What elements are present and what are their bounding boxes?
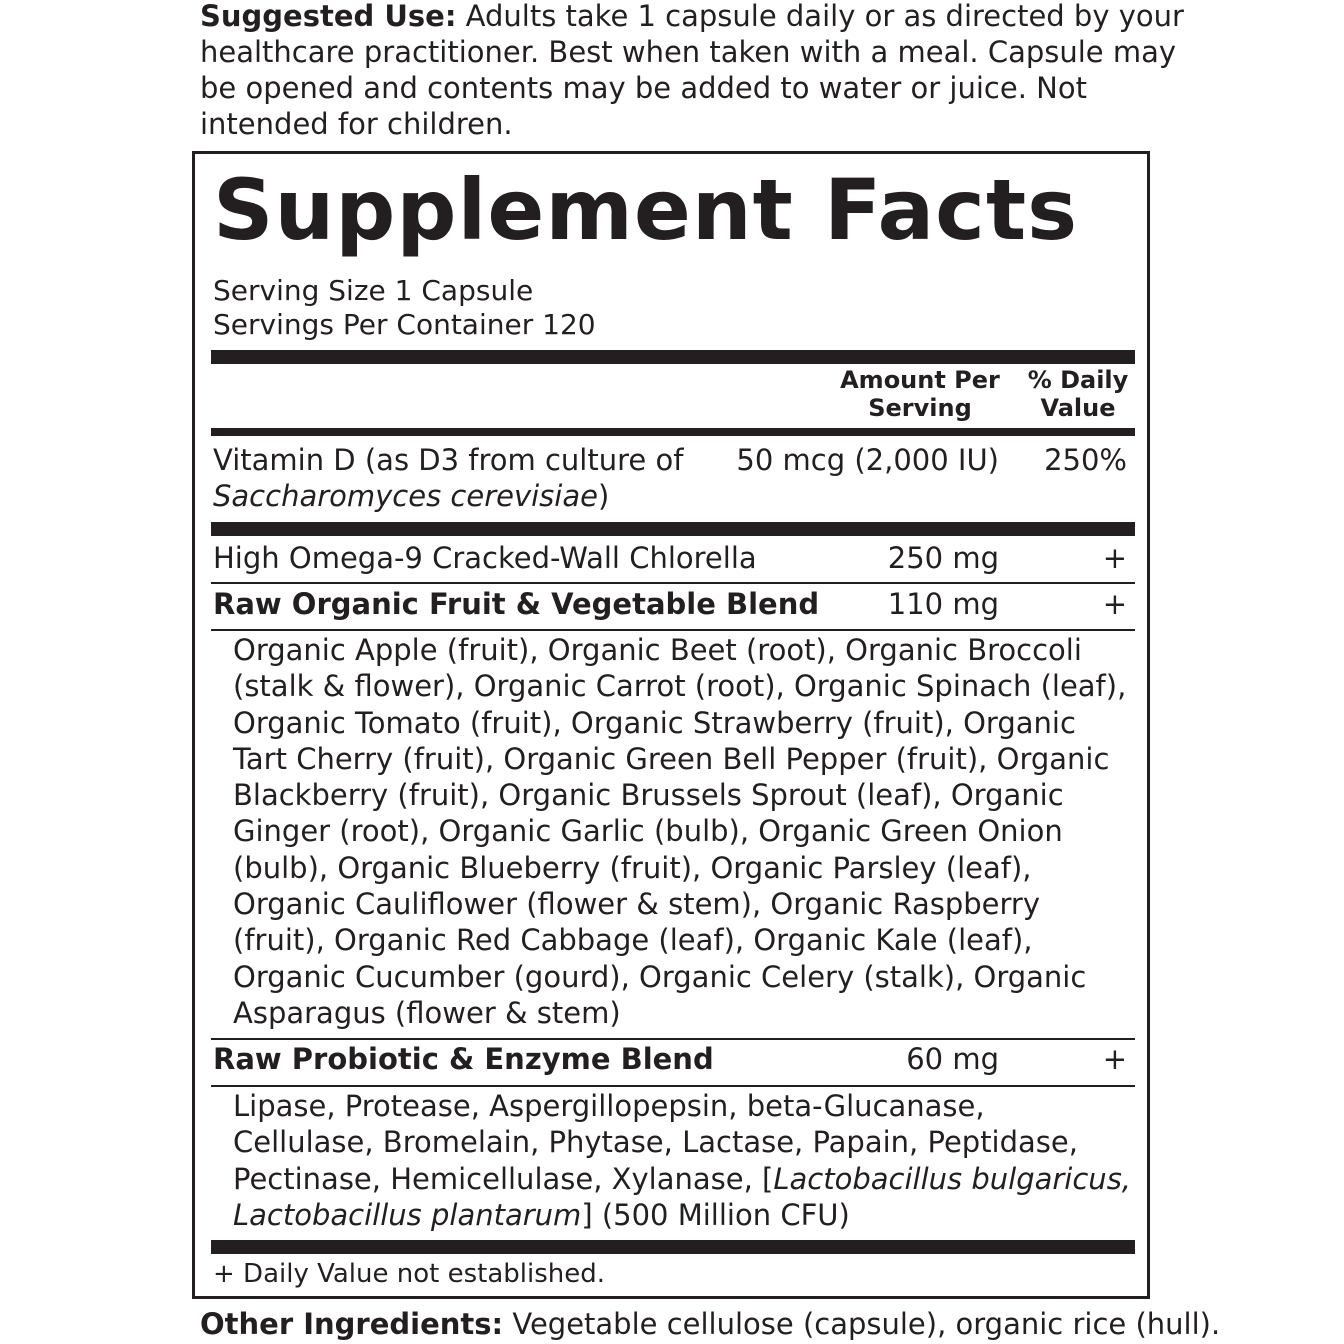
probiotic-ingredients-plain: Lipase, Protease, Aspergillopepsin, beta-Glucanase, Cellulase, Bromelain, Phytase, Lactase, Papain, Peptidase, Pectinase, Hemicellulase, Xylanase, [ (233, 1089, 1078, 1196)
divider-probiotic-ingredients (211, 1085, 1135, 1087)
fruit-veg-ingredients: Organic Apple (fruit), Organic Beet (root), Organic Broccoli (stalk & flower), Organic Carrot (root), Organic Spinach (leaf), Organic Tomato (fruit), Organic Strawberry (fruit), Organic Tart Cherry (fruit), Organic Green Bell Pepper (fruit), Organic Blackberry (fruit), Organic Brussels Sprout (leaf), Organic Ginger (root), Organic Garlic (bulb), Organic Green Onion (bulb), Organic Blueberry (fruit), Organic Parsley (leaf), Organic Cauliflower (flower & stem), Organic Raspberry (fruit), Organic Red Cabbage (leaf), Organic Kale (leaf), Organic Cucumber (gourd), Organic Celery (stalk), Organic Asparagus (flower & stem) (233, 633, 1127, 1030)
divider-chlorella (211, 582, 1135, 584)
header-dv-line1: % Daily (1027, 366, 1129, 394)
daily-value-footnote: + Daily Value not established. (213, 1259, 606, 1289)
vitamin-d-source-italic: Saccharomyces cerevisiae (213, 479, 598, 513)
vitamin-d-close: ) (597, 479, 610, 513)
header-amount-per-serving (825, 366, 1015, 422)
serving-size: Serving Size 1 Capsule (213, 274, 534, 307)
vitamin-d-name (213, 442, 683, 514)
suggested-use-label: Suggested Use: (200, 0, 457, 33)
probiotic-strains-italic: Lactobacillus bulgaricus, Lactobacillus plantarum (233, 1161, 1132, 1232)
servings-per-container: Servings Per Container 120 (213, 308, 596, 341)
other-ingredients-label: Other Ingredients: (200, 1307, 504, 1341)
other-ingredients-text: Vegetable cellulose (capsule), organic rice (hull). (503, 1307, 1221, 1341)
suggested-use (200, 0, 1200, 142)
divider-probiotic (211, 1038, 1135, 1040)
thick-divider-top (211, 350, 1135, 364)
probiotic-blend-name: Raw Probiotic & Enzyme Blend (213, 1042, 714, 1076)
serving-info (213, 274, 596, 342)
header-amount-line2: Serving (868, 394, 972, 422)
vitamin-d-dv: 250% (1044, 443, 1127, 477)
chlorella-amount: 250 mg (887, 541, 999, 575)
vitamin-d-name-line2 (213, 478, 683, 514)
fruit-veg-blend-amount: 110 mg (887, 587, 999, 621)
header-daily-value (1021, 366, 1135, 422)
header-dv-line2: Value (1040, 394, 1116, 422)
divider-fruit-veg (211, 629, 1135, 631)
probiotic-blend-amount: 60 mg (906, 1042, 999, 1076)
thick-divider-bottom (211, 1240, 1135, 1254)
supplement-facts-panel (192, 151, 1150, 1299)
vitamin-d-name-line1: Vitamin D (as D3 from culture of (213, 443, 684, 477)
fruit-veg-blend-name: Raw Organic Fruit & Vegetable Blend (213, 587, 820, 621)
chlorella-name: High Omega-9 Cracked-Wall Chlorella (213, 541, 757, 575)
probiotic-blend-dv: + (1102, 1042, 1127, 1076)
fruit-veg-blend-dv: + (1102, 587, 1127, 621)
vitamin-d-amount: 50 mcg (2,000 IU) (736, 443, 999, 477)
suggested-use-text: Adults take 1 capsule daily or as directed by your healthcare practitioner. Best when taken with a meal. Capsule may be opened and contents may be added to water or juice. Not intended for children. (200, 0, 1184, 141)
header-divider (211, 428, 1135, 436)
thick-divider-vitamins (211, 522, 1135, 536)
probiotic-ingredients (233, 1088, 1133, 1233)
chlorella-dv: + (1102, 541, 1127, 575)
header-amount-line1: Amount Per (840, 366, 1000, 394)
other-ingredients (200, 1306, 1220, 1342)
facts-title: Supplement Facts (213, 161, 1079, 259)
probiotic-cfu: ] (500 Million CFU) (581, 1197, 850, 1232)
